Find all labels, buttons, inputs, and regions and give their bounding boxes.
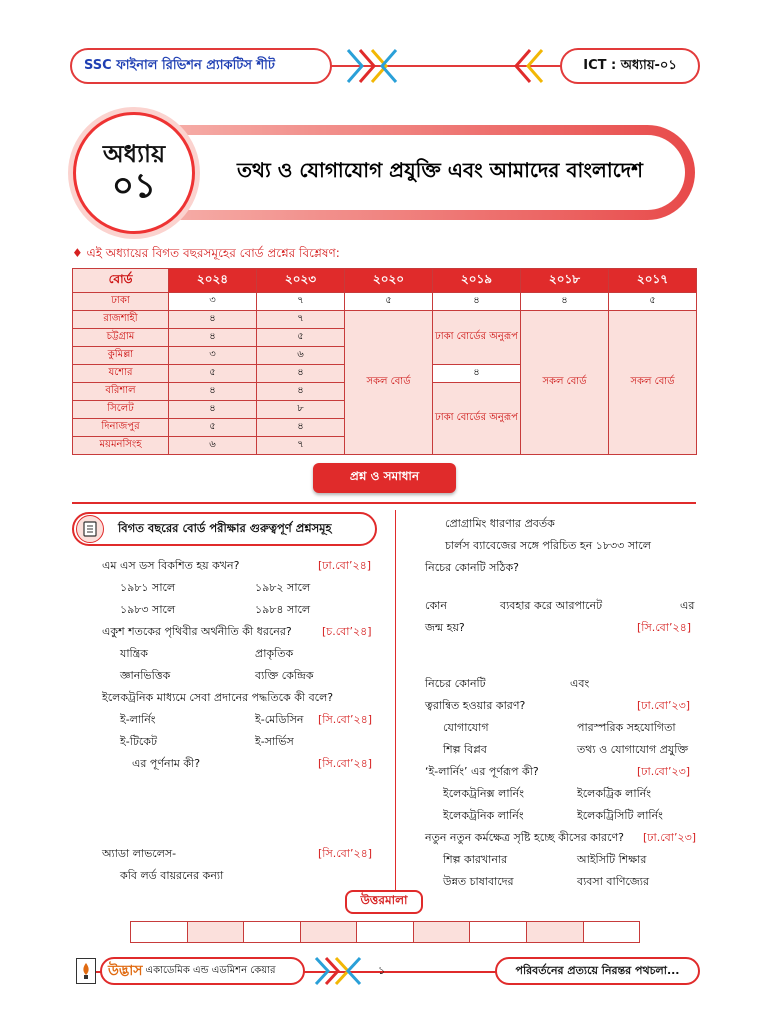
board-ref: [ঢা.বো’২৩]	[637, 699, 691, 712]
analysis-heading	[72, 245, 340, 265]
table-cell: ৫	[609, 293, 697, 311]
board-name: কুমিল্লা	[73, 347, 169, 365]
brand-subtitle: একাডেমিক এন্ড এডমিশন কেয়ার	[145, 964, 276, 976]
board-name: ময়মনসিংহ	[73, 437, 169, 455]
answer-cell	[414, 922, 471, 942]
board-name: দিনাজপুর	[73, 419, 169, 437]
board-ref: [সি.বো’২৪]	[318, 713, 373, 726]
chapter-banner	[135, 135, 685, 210]
section-title-pill	[72, 512, 377, 546]
option-text: ব্যক্তি কেন্দ্রিক	[255, 669, 314, 682]
board-ref: [ঢা.বো’২৩]	[637, 765, 691, 778]
board-name: সিলেট	[73, 401, 169, 419]
answer-cell	[584, 922, 640, 942]
option-text: ১৯৮১ সালে	[120, 581, 176, 594]
header-title: SSC ফাইনাল রিভিশন প্র্যাকটিস শীট	[84, 57, 275, 73]
question-text: এম এস ডস বিকশিত হয় কখন?	[102, 559, 240, 572]
answer-cell	[301, 922, 358, 942]
footer-brand-pill	[100, 957, 305, 985]
option-text: যোগাযোগ	[443, 721, 489, 734]
section-title: বিগত বছরের বোর্ড পরীক্ষার গুরুত্বপূর্ণ প্রশ্নসমূহ	[118, 520, 332, 535]
brand-logo-icon	[76, 958, 96, 984]
header-title-pill	[70, 48, 332, 84]
answer-cell	[131, 922, 188, 942]
answer-cell	[188, 922, 245, 942]
analysis-heading-text: এই অধ্যায়ের বিগত বছরসমূহের বোর্ড প্রশ্নের বিশ্লেষণ:	[86, 246, 340, 260]
table-cell: ৪	[169, 401, 257, 419]
answer-cell	[244, 922, 301, 942]
table-cell: ৫	[345, 293, 433, 311]
option-text: ইলেকট্রিসিটি লার্নিং	[577, 809, 663, 822]
qa-section-button[interactable]: প্রশ্ন ও সমাধান	[313, 463, 456, 493]
page-header	[0, 0, 768, 100]
column-header: ২০২০	[345, 269, 433, 293]
chapter-badge	[73, 112, 195, 234]
chapter-number: ০১	[111, 165, 157, 206]
board-ref: [সি.বো’২৪]	[318, 757, 373, 770]
board-ref: [ঢা.বো’২৩]	[643, 831, 697, 844]
board-ref: [সি.বো’২৪]	[637, 621, 692, 634]
dhaka-like-cell: ঢাকা বোর্ডের অনুরূপ	[433, 311, 521, 365]
column-header: ২০২৪	[169, 269, 257, 293]
answer-cell	[527, 922, 584, 942]
table-cell: ৭	[257, 311, 345, 329]
header-subject: ICT : অধ্যায়-০১	[583, 57, 677, 73]
answer-key-title: উত্তরমালা	[345, 890, 423, 914]
option-text: যান্ত্রিক	[120, 647, 149, 660]
question-text: ইলেকট্রনিক মাধ্যমে সেবা প্রদানের পদ্ধতিকে কী বলে?	[102, 691, 334, 704]
option-text: ইলেকট্রনিক্স লার্নিং	[443, 787, 524, 800]
table-cell: ৬	[257, 347, 345, 365]
statement-text: প্রোগ্রামিং ধারণার প্রবর্তক	[445, 517, 555, 530]
question-text: জন্ম হয়?	[425, 621, 465, 634]
table-header-row	[73, 269, 697, 293]
question-text: কোন	[425, 599, 447, 612]
question-text: এর পূর্ণনাম কী?	[132, 757, 201, 770]
board-ref: [ঢা.বো’২৪]	[318, 559, 372, 572]
answer-cell	[470, 922, 527, 942]
table-cell: ৪	[433, 293, 521, 311]
table-cell: ৪	[433, 365, 521, 383]
board-name: চট্টগ্রাম	[73, 329, 169, 347]
table-cell: ৪	[521, 293, 609, 311]
chapter-word: অধ্যায়	[102, 140, 166, 169]
board-name: বরিশাল	[73, 383, 169, 401]
page-number: ১	[378, 964, 386, 977]
table-cell: ৩	[169, 347, 257, 365]
option-text: ১৯৮৩ সালে	[120, 603, 176, 616]
question-text: ত্বরান্বিত হওয়ার কারণ?	[425, 699, 526, 712]
statement-text: চার্লস ব্যাবেজের সঙ্গে পরিচিত হন ১৮৩৩ সালে	[445, 539, 651, 552]
table-cell: ৫	[169, 419, 257, 437]
table-cell: ৮	[257, 401, 345, 419]
board-ref: [চ.বো’২৪]	[322, 625, 372, 638]
question-text: এবং	[570, 677, 590, 690]
board-name: যশোর	[73, 365, 169, 383]
option-text: প্রাকৃতিক	[255, 647, 294, 660]
option-text: পারস্পরিক সহযোগিতা	[577, 721, 676, 734]
table-cell: ৪	[169, 383, 257, 401]
table-cell: ৪	[257, 365, 345, 383]
board-name: ঢাকা	[73, 293, 169, 311]
brand-name: উদ্ভাস	[108, 963, 143, 979]
table-cell: ৩	[169, 293, 257, 311]
all-boards-cell: সকল বোর্ড	[345, 311, 433, 455]
option-text: ই-মেডিসিন	[255, 713, 304, 726]
chevron-decoration-icon	[310, 952, 370, 990]
answer-key-row	[130, 921, 640, 943]
column-header: বোর্ড	[73, 269, 169, 293]
question-text: নিচের কোনটি সঠিক?	[425, 561, 519, 574]
table-cell: ৫	[169, 365, 257, 383]
table-cell: ৪	[257, 383, 345, 401]
section-divider	[72, 502, 696, 504]
column-header: ২০১৮	[521, 269, 609, 293]
question-text: অ্যাডা লাভলেস-	[102, 847, 177, 860]
header-subject-pill	[560, 48, 700, 84]
table-cell: ৬	[169, 437, 257, 455]
option-text: ব্যবসা বাণিজ্যের	[577, 875, 650, 888]
diamond-bullet-icon: ♦	[72, 246, 83, 260]
board-name: রাজশাহী	[73, 311, 169, 329]
option-text: শিল্প বিপ্লব	[443, 743, 487, 756]
option-text: ইলেকট্রিক লার্নিং	[577, 787, 652, 800]
option-text: ১৯৮২ সালে	[255, 581, 311, 594]
table-cell: ৪	[169, 329, 257, 347]
all-boards-cell: সকল বোর্ড	[609, 311, 697, 455]
chevron-decoration-icon	[480, 44, 550, 88]
table-row	[73, 293, 697, 311]
board-analysis-table	[72, 268, 697, 455]
table-cell: ৭	[257, 293, 345, 311]
option-text: ই-সার্ভিস	[255, 735, 294, 748]
table-cell: ৫	[257, 329, 345, 347]
option-text: কবি লর্ড বায়রনের কন্যা	[120, 869, 224, 882]
document-icon	[76, 515, 104, 543]
question-text: নতুন নতুন কর্মক্ষেত্র সৃষ্টি হচ্ছে কীসের কারণে?	[425, 831, 625, 844]
column-header: ২০২৩	[257, 269, 345, 293]
option-text: ই-লার্নিং	[120, 713, 156, 726]
dhaka-like-cell: ঢাকা বোর্ডের অনুরূপ	[433, 383, 521, 455]
option-text: ১৯৮৪ সালে	[255, 603, 311, 616]
question-text: এর	[680, 599, 695, 612]
option-text: উন্নত চাষাবাদের	[443, 875, 514, 888]
column-header: ২০১৯	[433, 269, 521, 293]
table-cell: ৪	[257, 419, 345, 437]
chevron-decoration-icon	[340, 44, 410, 88]
question-text: নিচের কোনটি	[425, 677, 486, 690]
option-text: আইসিটি শিক্ষার	[577, 853, 647, 866]
column-divider	[395, 510, 396, 895]
table-cell: ৭	[257, 437, 345, 455]
option-text: ইলেকট্রনিক লার্নিং	[443, 809, 524, 822]
chapter-title: তথ্য ও যোগাযোগ প্রযুক্তি এবং আমাদের বাংলাদেশ	[236, 158, 644, 182]
column-header: ২০১৭	[609, 269, 697, 293]
option-text: শিল্প কারখানার	[443, 853, 508, 866]
question-text: ব্যবহার করে আরপানেট	[500, 599, 603, 612]
footer-tagline: পরিবর্তনের প্রত্যয়ে নিরন্তর পথচলা...	[515, 963, 680, 977]
board-ref: [সি.বো’২৪]	[318, 847, 373, 860]
option-text: তথ্য ও যোগাযোগ প্রযুক্তি	[577, 743, 689, 756]
footer-tagline-pill	[495, 957, 700, 985]
answer-cell	[357, 922, 414, 942]
table-row	[73, 311, 697, 329]
question-text: একুশ শতকের পৃথিবীর অর্থনীতি কী ধরনের?	[102, 625, 292, 638]
option-text: জ্ঞানভিত্তিক	[120, 669, 171, 682]
option-text: ই-টিকেট	[120, 735, 157, 748]
question-text: ‘ই-লার্নিং’ এর পূর্ণরূপ কী?	[425, 765, 539, 778]
table-cell: ৪	[169, 311, 257, 329]
all-boards-cell: সকল বোর্ড	[521, 311, 609, 455]
